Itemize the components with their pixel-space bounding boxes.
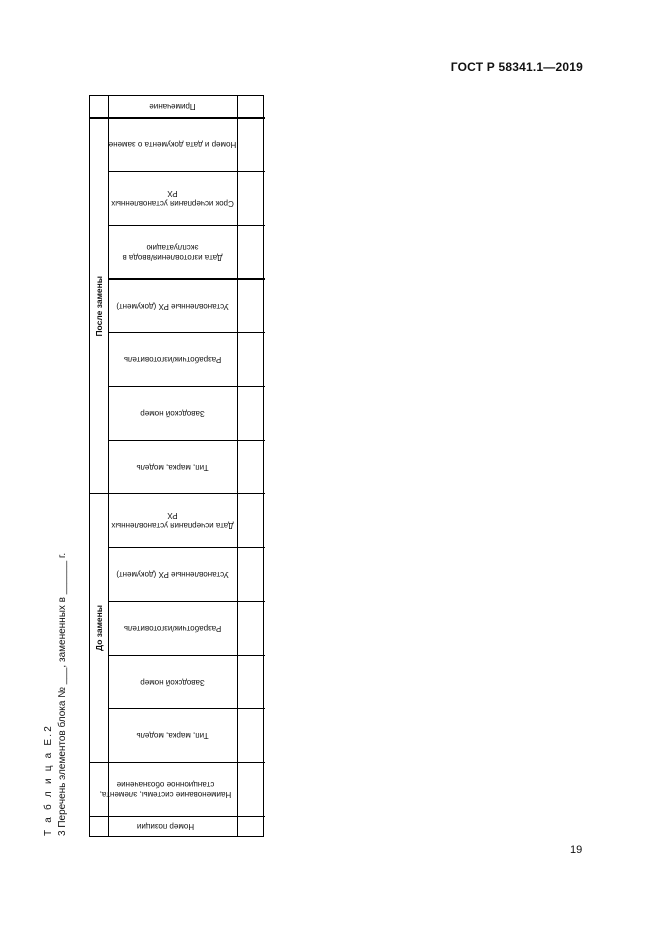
header-before-type: Тип, марка, модель xyxy=(136,731,209,741)
replacement-table xyxy=(89,95,264,837)
header-after-manufacture-date: Дата изготовления/ввода в эксплуатацию xyxy=(122,243,223,263)
table-caption xyxy=(43,536,83,836)
header-before-developer: Разработчик/изготовитель xyxy=(123,624,222,634)
header-after-type: Тип, марка, модель xyxy=(136,463,209,473)
header-after-resource: Установленные РХ (документ) xyxy=(116,302,229,312)
group-after xyxy=(90,118,108,494)
table-label: Т а б л и ц а Е.2 xyxy=(43,724,54,836)
header-before-depletion-date: Дата исчерпания установленных РХ xyxy=(111,511,234,531)
header-system-name: Наименование системы, элемента, станционное обозначение xyxy=(99,780,232,799)
table-title: 3 Перечень элементов блока № ___, замененных в ______ г. xyxy=(57,552,68,836)
header-position-number: Номер позиции xyxy=(136,822,195,832)
header-after-replacement-doc: Номер и дата документа о замене xyxy=(108,140,237,150)
group-before xyxy=(90,494,108,762)
page-number: 19 xyxy=(570,844,583,856)
header-before-resource: Установленные РХ (документ) xyxy=(116,570,229,580)
header-after-serial: Заводской номер xyxy=(140,409,205,419)
header-after-depletion-term: Срок исчерпания установленных РХ xyxy=(111,189,234,209)
header-note: Примечание xyxy=(149,102,196,112)
header-after-developer: Разработчик/изготовитель xyxy=(123,355,222,365)
group-after-label: После замены xyxy=(94,275,104,337)
value-divider xyxy=(237,96,238,836)
group-before-label: До замены xyxy=(94,605,104,651)
header-before-serial: Заводской номер xyxy=(140,678,205,688)
standard-designation: ГОСТ Р 58341.1—2019 xyxy=(450,60,583,74)
